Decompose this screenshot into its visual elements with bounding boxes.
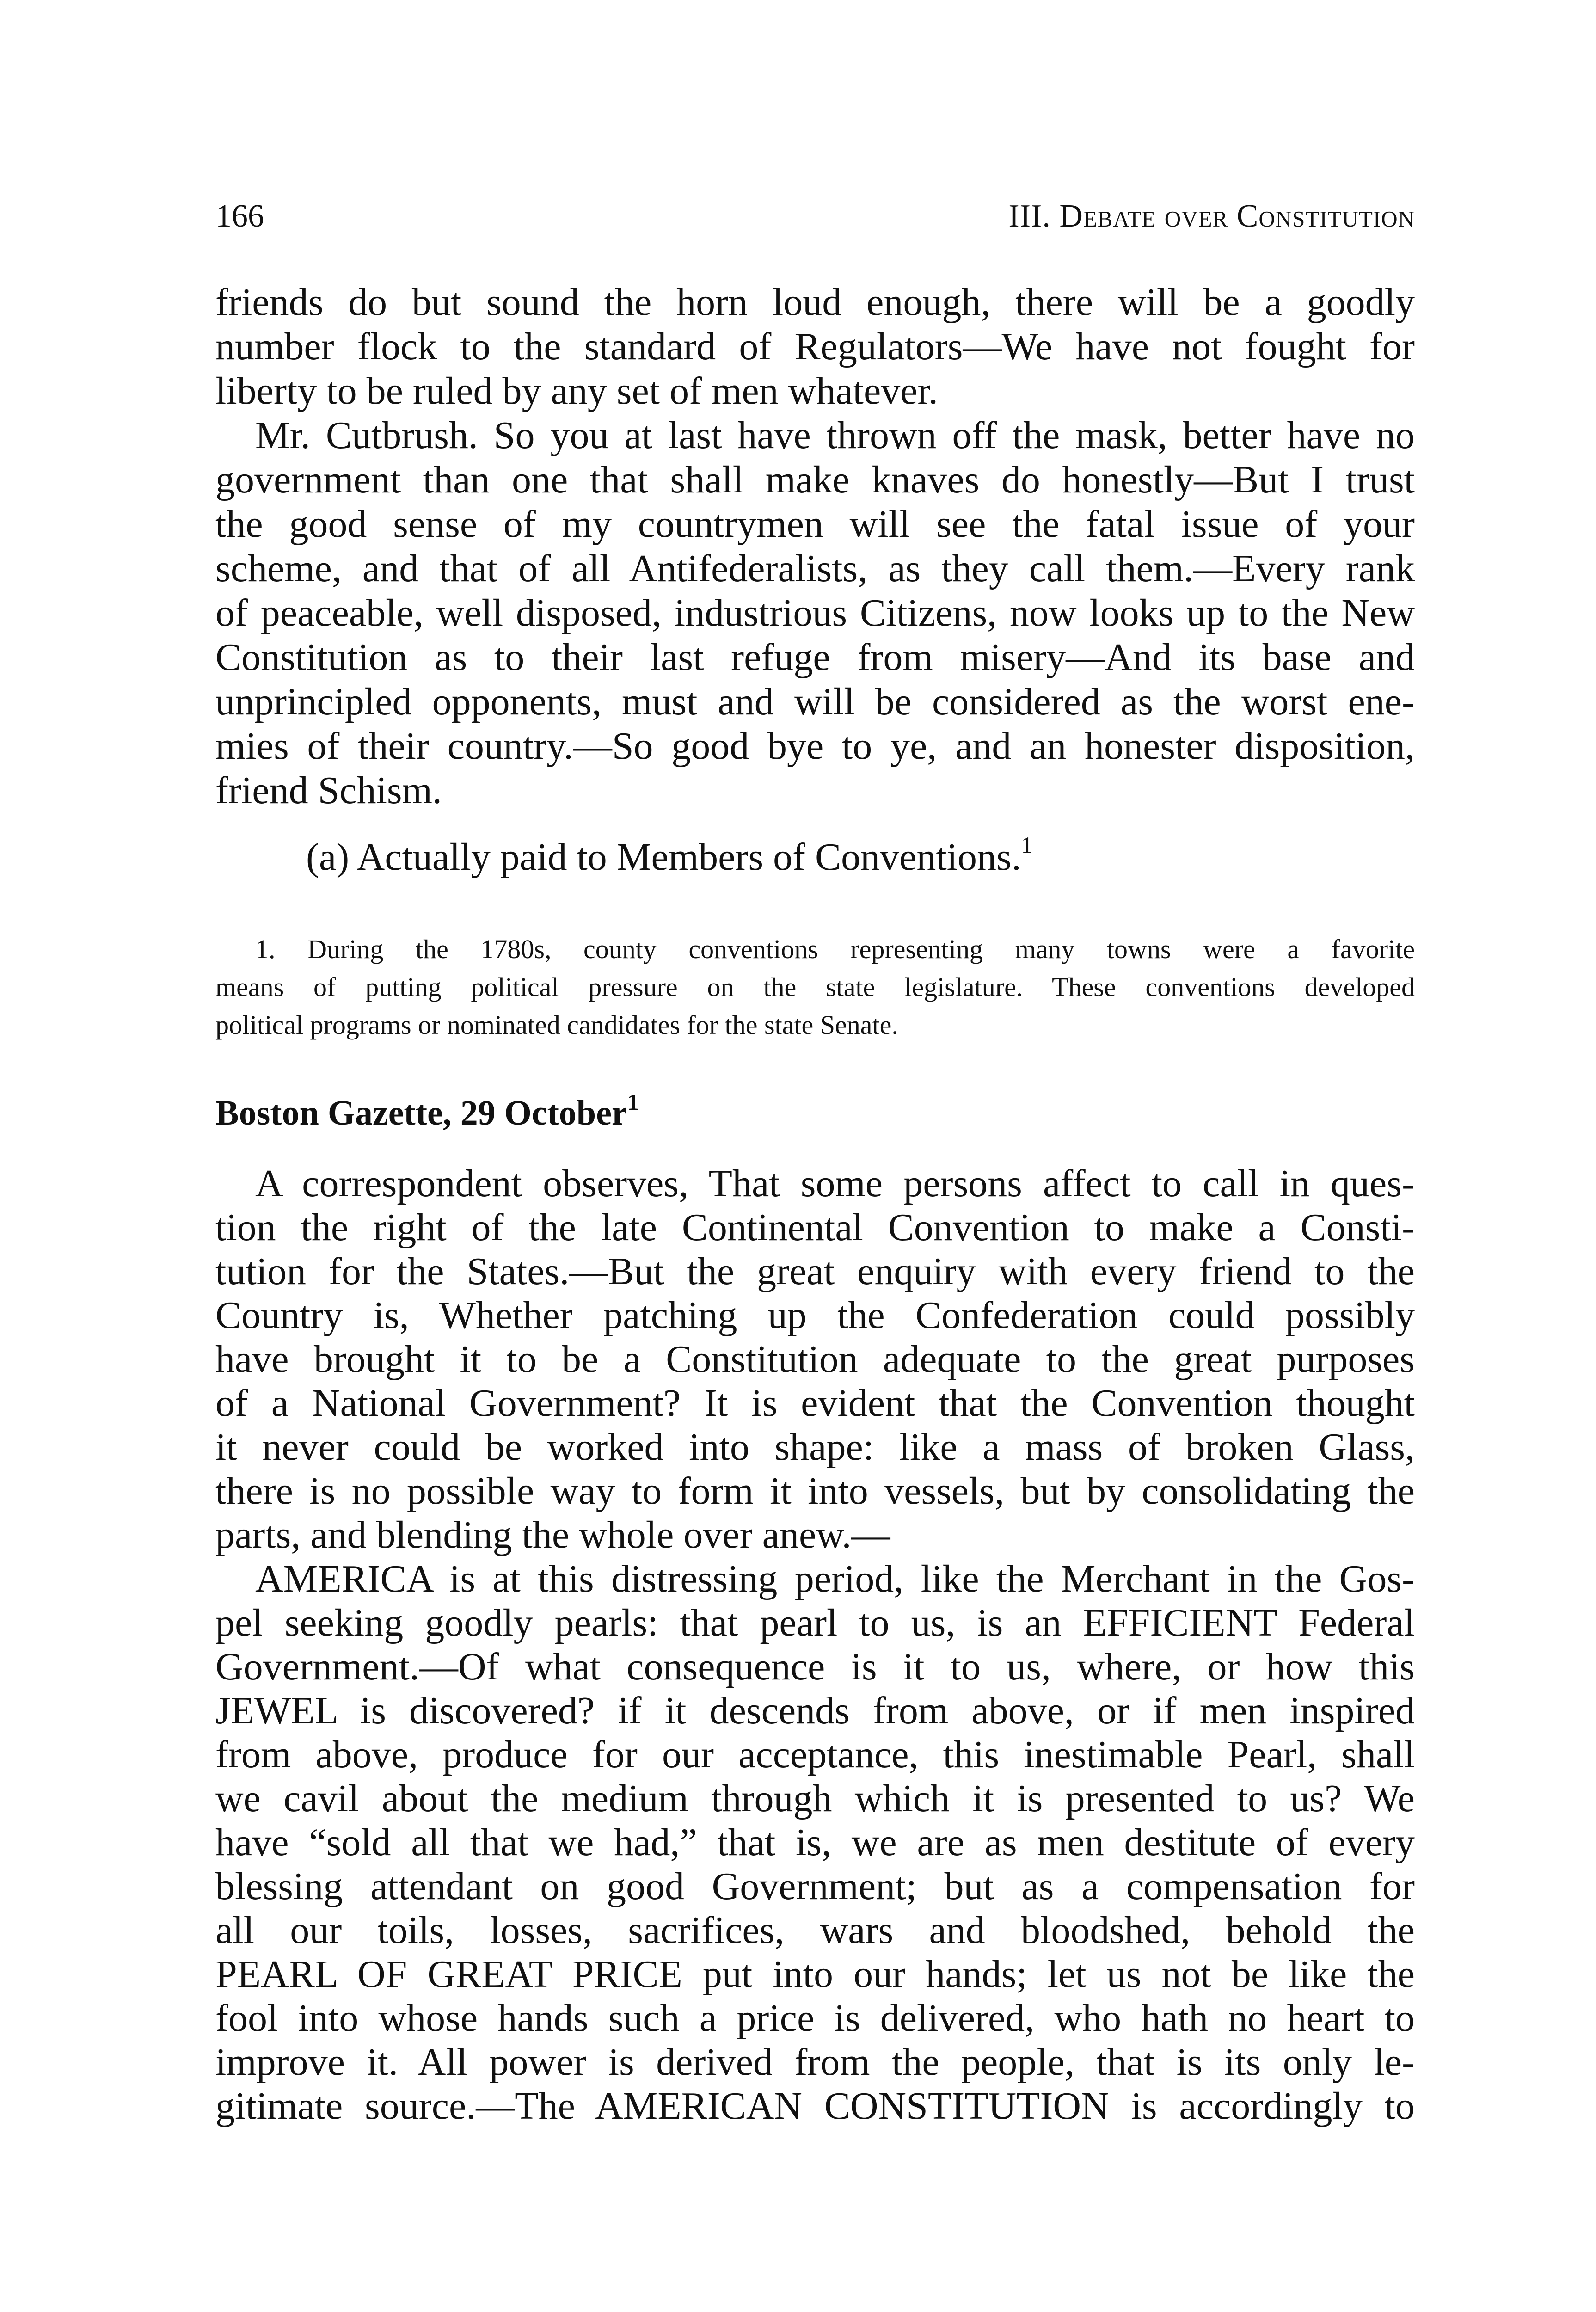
text-line: improve it. All power is derived from the people, that is its only le- bbox=[215, 2041, 1415, 2084]
editorial-note bbox=[306, 832, 1033, 879]
text-line: the good sense of my countrymen will see the fatal issue of your bbox=[215, 503, 1415, 546]
text-line: it never could be worked into shape: like a mass of broken Glass, bbox=[215, 1426, 1415, 1469]
running-head bbox=[215, 198, 1415, 235]
text-line: mies of their country.—So good bye to ye, and an honester disposition, bbox=[215, 725, 1415, 768]
text-line: have brought it to be a Constitution adequate to the great purposes bbox=[215, 1338, 1415, 1381]
text-line: unprincipled opponents, must and will be considered as the worst ene- bbox=[215, 680, 1415, 723]
text-line: have “sold all that we had,” that is, we are as men destitute of every bbox=[215, 1821, 1415, 1864]
text-line: Country is, Whether patching up the Confederation could possibly bbox=[215, 1294, 1415, 1337]
section-heading bbox=[215, 1089, 639, 1134]
text-line: Constitution as to their last refuge from misery—And its base and bbox=[215, 636, 1415, 679]
text-line: liberty to be ruled by any set of men whatever. bbox=[215, 369, 938, 412]
text-line: blessing attendant on good Government; but as a compensation for bbox=[215, 1865, 1415, 1908]
text-line: Mr. Cutbrush. So you at last have thrown off the mask, better have no bbox=[255, 414, 1415, 457]
text-line: PEARL OF GREAT PRICE put into our hands; let us not be like the bbox=[215, 1953, 1415, 1996]
text-line: AMERICA is at this distressing period, like the Merchant in the Gos- bbox=[255, 1557, 1415, 1600]
running-title: III. Debate over Constitution bbox=[1008, 198, 1415, 234]
footnote-reference: 1 bbox=[627, 1089, 639, 1115]
text-line: gitimate source.—The AMERICAN CONSTITUTION is accordingly to bbox=[215, 2084, 1415, 2128]
text-line: JEWEL is discovered? if it descends from above, or if men inspired bbox=[215, 1689, 1415, 1732]
text-line: from above, produce for our acceptance, this inestimable Pearl, shall bbox=[215, 1733, 1415, 1776]
text-line: pel seeking goodly pearls: that pearl to us, is an EFFICIENT Federal bbox=[215, 1601, 1415, 1644]
text-line: of peaceable, well disposed, industrious Citizens, now looks up to the New bbox=[215, 591, 1415, 634]
text-line: all our toils, losses, sacrifices, wars and bloodshed, behold the bbox=[215, 1909, 1415, 1952]
article-body bbox=[215, 1162, 1415, 2128]
page-number: 166 bbox=[215, 198, 264, 234]
text-line: tion the right of the late Continental Convention to make a Consti- bbox=[215, 1206, 1415, 1249]
footnote-reference: 1 bbox=[1021, 832, 1033, 858]
text-line: number flock to the standard of Regulators—We have not fought for bbox=[215, 325, 1415, 368]
note-text: (a) Actually paid to Members of Conventions. bbox=[306, 836, 1021, 879]
text-line: we cavil about the medium through which it is presented to us? We bbox=[215, 1777, 1415, 1820]
section-heading-text: Boston Gazette, 29 October bbox=[215, 1094, 627, 1132]
footnote bbox=[215, 930, 1415, 1044]
text-line: tution for the States.—But the great enquiry with every friend to the bbox=[215, 1250, 1415, 1293]
text-line: government than one that shall make knaves do honestly—But I trust bbox=[215, 458, 1415, 501]
text-line: friends do but sound the horn loud enough, there will be a goodly bbox=[215, 281, 1415, 324]
text-line: there is no possible way to form it into vessels, but by consolidating the bbox=[215, 1470, 1415, 1513]
footnote-line: 1. During the 1780s, county conventions representing many towns were a favorite bbox=[255, 934, 1415, 964]
dialogue-continuation bbox=[215, 280, 1415, 813]
footnote-line: means of putting political pressure on the state legislature. These conventions developed bbox=[215, 972, 1415, 1002]
text-line: fool into whose hands such a price is delivered, who hath no heart to bbox=[215, 1997, 1415, 2040]
text-line: Government.—Of what consequence is it to us, where, or how this bbox=[215, 1645, 1415, 1688]
text-line: A correspondent observes, That some persons affect to call in ques- bbox=[255, 1162, 1415, 1205]
footnote-line: political programs or nominated candidates for the state Senate. bbox=[215, 1010, 898, 1040]
text-line: parts, and blending the whole over anew.— bbox=[215, 1513, 890, 1556]
text-line: of a National Government? It is evident that the Convention thought bbox=[215, 1382, 1415, 1425]
text-line: friend Schism. bbox=[215, 769, 442, 812]
text-line: scheme, and that of all Antifederalists, as they call them.—Every rank bbox=[215, 547, 1415, 590]
